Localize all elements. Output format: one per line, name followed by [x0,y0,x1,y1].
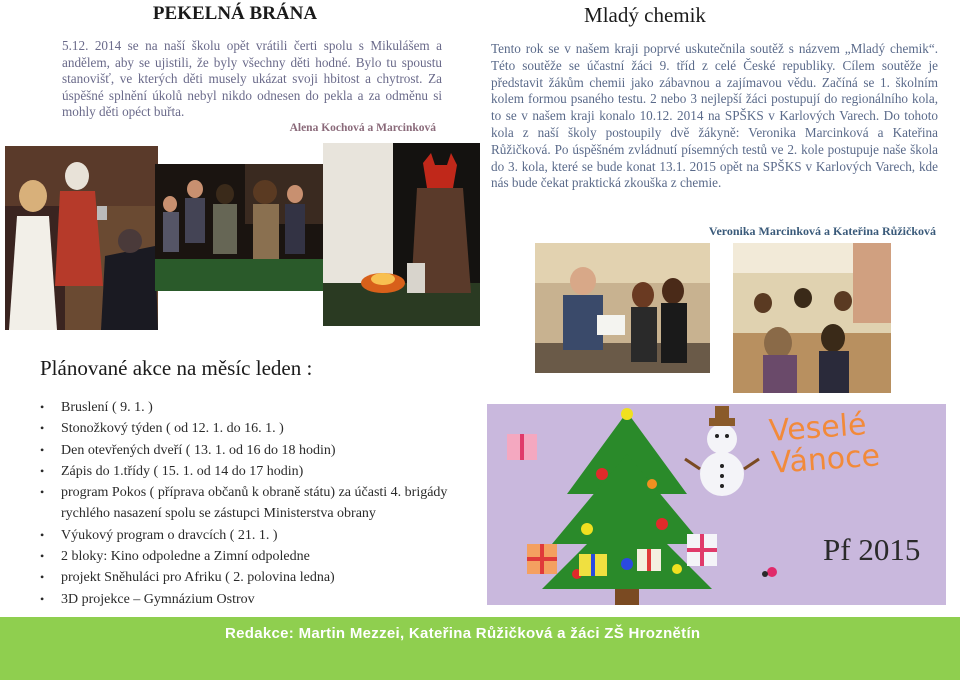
event-item: • program Pokos ( příprava občanů k obraně státu) za účasti 4. brigády rychlého nasazení spolu se zástupci Ministerstva obrany [40,485,448,522]
left-article-author: Alena Kochová a Marcinková [289,122,436,134]
event-item: • projekt Sněhuláci pro Afriku ( 2. polovina ledna) [40,570,335,586]
left-article-title: PEKELNÁ BRÁNA [152,3,318,24]
footer-credits: Redakce: Martin Mezzei, Kateřina Růžičková a žáci ZŠ Hroznětín [225,625,701,642]
photo-children-costumes [155,164,323,291]
event-item: • Zápis do 1.třídy ( 15. 1. od 14 do 17 hodin) [40,463,304,479]
event-item: • Bruslení ( 9. 1. ) [40,400,153,415]
footer-bar [0,617,960,680]
events-title: Plánované akce na měsíc leden : [40,356,313,380]
pf-2015-text: Pf 2015 [823,532,921,567]
merry-christmas-text: Veselé Vánoce [767,407,882,481]
photo-classroom-test [733,243,891,393]
christmas-card [487,404,946,605]
right-article-author: Veronika Marcinková a Kateřina Růžičková [708,224,936,238]
event-item: • 2 bloky: Kino odpoledne a Zimní odpoledne [40,549,310,565]
event-item: • Výukový program o dravcích ( 21. 1. ) [40,527,278,543]
photo-mikulas-angel [5,146,158,330]
events-list [38,397,468,610]
left-article-body: 5.12. 2014 se na naší školu opět vrátili čerti spolu s Mikulášem a andělem, aby se ujistili, že byly všechny děti hodné. Bylo tu spoustu stanovišť, ve kterých děti musely ukázat svoji hbitost a chytrost. Za úspěšné splnění úkolů nebyl nikdo odnesen do pekla a za odměnu si mohly děti opéct buřta. [62,38,442,120]
event-item: • Stonožkový týden ( od 12. 1. do 16. 1. ) [40,421,284,437]
photo-devil-fire [323,143,480,326]
right-article-title: Mladý chemik [584,3,706,27]
event-item: • Den otevřených dveří ( 13. 1. od 16 do 18 hodin) [40,442,336,458]
event-item: • 3D projekce – Gymnázium Ostrov [40,591,255,607]
right-article-body: Tento rok se v našem kraji poprvé uskutečnila soutěž s názvem „Mladý chemik“. Této soutěže se účastní žáci 9. tříd z celé České republiky. Cílem soutěže je představit žákům chemii jako zábavnou a zajímavou vědu. Začíná se 1. školním kolem formou psaného testu. 2 nebo 3 nejlepší žáci postupují do regionálního kola, to se v našem kraji konalo 10.12. 2014 na SPŠKS v Karlových Varech. Do tohoto kola z naší školy postoupily dvě žákyně: Veronika Marcinková a Kateřina Růžičková. Po úspěšném zvládnutí písemných testů ve 2. kole postupuje naše škola do 3. kola, které se bude konat 13.1. 2015 opět na SPŠKS v Karlových Varech, kde nás bude čekat praktická zkouška z chemie. [491,41,938,191]
photo-chemistry-award [535,243,710,373]
